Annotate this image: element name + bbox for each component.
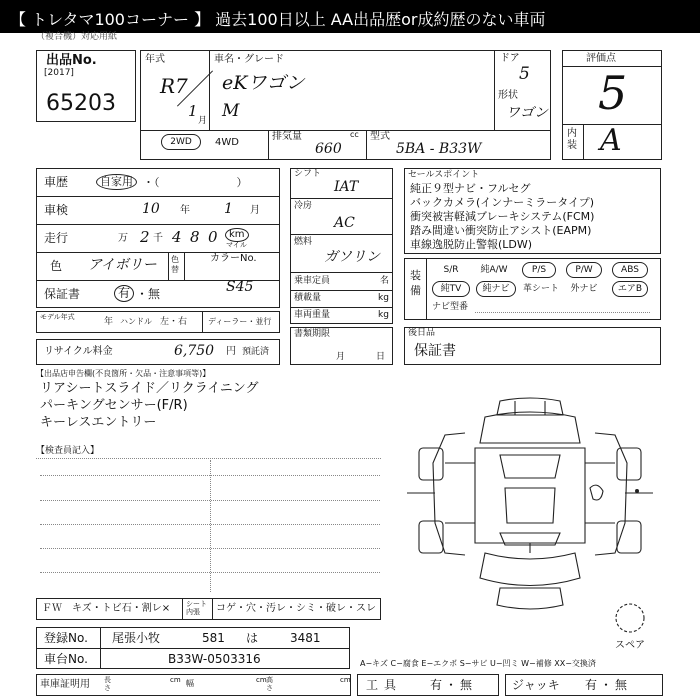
- inspector-header: 【検査員記入】: [36, 446, 100, 456]
- equip-ext-navi: 外ナビ: [570, 284, 598, 294]
- mileage-km: km: [225, 228, 249, 242]
- color-no-value: S45: [226, 279, 254, 295]
- car-name: eKワゴン: [222, 72, 305, 94]
- year-label: 年式: [145, 54, 165, 65]
- banner-text: 【 トレタマ100コーナー 】 過去100日以上 AA出品歴or成約歴のない車両: [10, 10, 546, 29]
- shape-label: 形状: [498, 90, 518, 101]
- lot-number: 65203: [46, 91, 116, 116]
- sales-points-label: セールスポイント: [408, 170, 480, 180]
- history-label: 車歴: [44, 175, 69, 189]
- capacity-unit: 名: [380, 276, 390, 286]
- doors-label: ドア: [500, 53, 520, 64]
- equip-leather: 革シート: [523, 284, 560, 294]
- equip-navi: 純ナビ: [476, 281, 516, 297]
- dim-height-unit: cm: [340, 676, 351, 684]
- color-no-label: カラーNo.: [210, 253, 257, 264]
- model-year-unit: 年: [104, 317, 114, 327]
- dealer-label: ディーラー・並行: [208, 317, 272, 326]
- weight-label: 車両重量: [294, 310, 331, 320]
- record-book-day: 日: [376, 352, 386, 362]
- doors-value: 5: [519, 64, 530, 84]
- equip-ps: P/S: [522, 262, 556, 278]
- sales-point-1: 純正９型ナビ・フルセグ: [410, 182, 531, 195]
- car-grade: M: [222, 101, 240, 121]
- equip-abs: ABS: [612, 262, 648, 278]
- registration-number: 3481: [290, 631, 321, 645]
- fuel-value: ガソリン: [324, 249, 380, 265]
- warranty-no: ・無: [136, 287, 161, 301]
- shaken-month-unit: 月: [250, 205, 260, 216]
- equip-tv: 純TV: [432, 281, 470, 297]
- chassis-label: 車台No.: [44, 652, 88, 666]
- chassis-number: B33W-0503316: [168, 652, 261, 666]
- weight-unit: kg: [378, 310, 389, 320]
- fw-label: ＦＷ: [42, 603, 62, 614]
- shift-value: IAT: [334, 179, 359, 195]
- ac-value: AC: [334, 215, 355, 231]
- mileage-sen: 千: [153, 233, 163, 244]
- remark-line-1: リアシートスライド／リクライニング: [40, 381, 259, 396]
- sales-point-4: 踏み間違い衝突防止アシスト(EAPM): [410, 224, 592, 237]
- load-label: 積載量: [294, 293, 322, 303]
- history-rest: ・（ ）: [143, 176, 248, 189]
- year-era: R7: [160, 74, 188, 98]
- recycle-unit: 円: [226, 346, 236, 357]
- seat-items: コゲ・穴・汚レ・シミ・破レ・スレ: [216, 603, 376, 614]
- dim-width-unit: cm: [256, 676, 267, 684]
- capacity-label: 乗車定員: [294, 276, 331, 286]
- color-label: 色: [50, 259, 63, 273]
- remark-line-3: キーレスエントリー: [40, 415, 157, 430]
- jack-value: 有・無: [585, 678, 631, 692]
- fuel-label: 燃料: [294, 237, 313, 247]
- mileage-digit-2: 4: [172, 228, 182, 246]
- drive-4wd: 4WD: [215, 137, 239, 148]
- recycle-note: 預託済: [242, 347, 270, 357]
- after-date-label: 後日品: [408, 328, 436, 338]
- handle-label: ハンドル: [120, 317, 152, 326]
- model-value: 5BA - B33W: [396, 141, 482, 157]
- model-label: 型式: [370, 131, 390, 142]
- header-banner: [0, 0, 700, 33]
- shape-value: ワゴン: [506, 105, 548, 121]
- registration-area: 尾張小牧: [112, 631, 161, 645]
- lot-year-tag: [2017]: [44, 68, 74, 78]
- vehicle-box: [140, 50, 551, 160]
- interior-label: 内装: [567, 128, 577, 151]
- mileage-mile: マイル: [226, 241, 247, 249]
- shaken-year: 10: [142, 201, 160, 217]
- registration-label: 登録No.: [44, 631, 88, 645]
- score-label: 評価点: [586, 53, 616, 64]
- mileage-label: 走行: [44, 231, 69, 245]
- dim-length-label: 長さ: [104, 676, 111, 692]
- registration-kana: は: [246, 631, 259, 645]
- displacement-value: 660: [315, 141, 342, 157]
- jack-label: ジャッキ: [512, 678, 560, 692]
- color-value: アイボリー: [88, 257, 157, 273]
- dim-height-label: 高さ: [266, 676, 273, 692]
- remarks-header: 【出品店申告欄(不良箇所・欠品・注意事項等)】: [36, 369, 211, 378]
- form-note: （複合機）対応用紙: [36, 32, 118, 42]
- garage-dims-label: 車庫証明用: [40, 679, 90, 690]
- recycle-label: リサイクル料金: [44, 346, 113, 357]
- displacement-unit: cc: [350, 130, 359, 139]
- damage-legend: A−キズ C−腐食 E−エクボ S−サビ U−凹ミ W−補修 XX−交換済: [360, 659, 596, 668]
- remark-line-2: パーキングセンサー(F/R): [40, 398, 188, 413]
- tools-label: 工具: [366, 678, 403, 692]
- load-unit: kg: [378, 293, 389, 303]
- record-book-month: 月: [336, 352, 346, 362]
- equip-sr: S/R: [443, 265, 459, 275]
- equip-airbag: エアB: [612, 281, 648, 297]
- registration-class: 581: [202, 631, 225, 645]
- shaken-month: 1: [224, 201, 233, 217]
- tools-value: 有・無: [430, 678, 476, 692]
- after-date-value: 保証書: [414, 343, 456, 359]
- spare-label: スペア: [615, 640, 645, 651]
- car-damage-diagram: [405, 393, 655, 633]
- recycle-amount: 6,750: [174, 343, 215, 359]
- mileage-man: 万: [118, 233, 128, 244]
- name-label: 車名・グレード: [214, 54, 284, 65]
- color-change-label: 色替: [171, 255, 179, 274]
- sales-point-3: 衝突被害軽減ブレーキシステム(FCM): [410, 210, 595, 223]
- mileage-digit-1: 2: [140, 228, 150, 246]
- sales-point-5: 車線逸脱防止警報(LDW): [410, 238, 533, 251]
- record-book-label: 書類期限: [294, 329, 331, 339]
- warranty-yes: 有: [114, 285, 134, 302]
- equip-alloy: 純A/W: [480, 265, 508, 275]
- navi-model-label: ナビ型番: [432, 302, 469, 312]
- mileage-digit-3: 8: [190, 228, 200, 246]
- score-overall: 5: [598, 66, 628, 120]
- lot-label: 出品No.: [46, 53, 97, 68]
- shaken-year-unit: 年: [180, 205, 190, 216]
- score-interior: A: [600, 123, 622, 158]
- dim-length-unit: cm: [170, 676, 181, 684]
- sales-point-2: バックカメラ(インナーミラータイプ): [410, 196, 595, 209]
- fw-items: キズ・トビ石・割レ×: [72, 603, 171, 614]
- handle-value: 左・右: [160, 317, 188, 327]
- warranty-label: 保証書: [44, 287, 81, 301]
- displacement-label: 排気量: [272, 131, 302, 142]
- mileage-digit-4: 0: [208, 228, 218, 246]
- ac-label: 冷房: [294, 201, 313, 211]
- drive-2wd: 2WD: [161, 134, 201, 150]
- shift-label: シフト: [294, 169, 322, 179]
- year-month: 1: [188, 102, 198, 120]
- seat-label: シート内張: [186, 600, 207, 616]
- equip-pw: P/W: [566, 262, 602, 278]
- history-circled: 自家用: [96, 174, 137, 190]
- equipment-label: 装備: [410, 269, 421, 297]
- dim-width-label: 幅: [186, 679, 194, 688]
- model-year-label: モデル年式: [40, 313, 75, 321]
- month-unit: 月: [198, 116, 208, 126]
- shaken-label: 車検: [44, 203, 69, 217]
